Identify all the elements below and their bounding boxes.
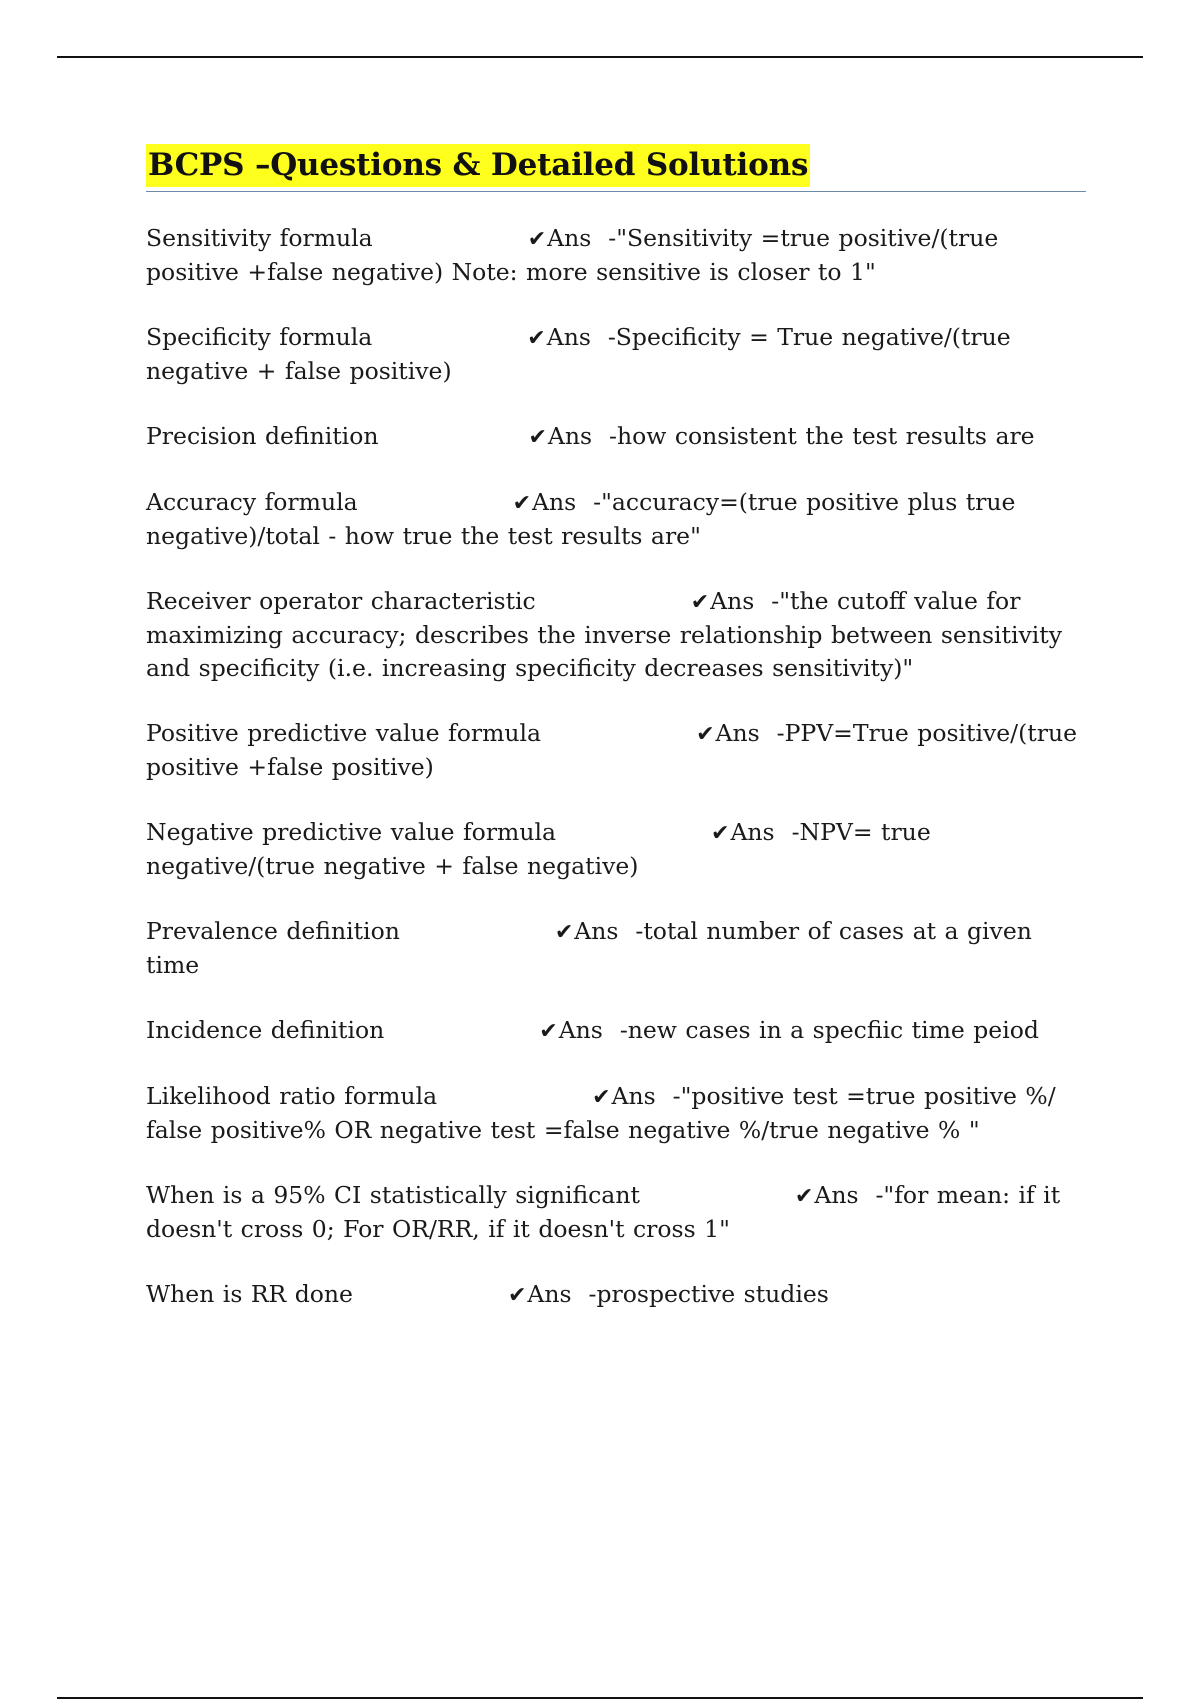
question-text: When is RR done (146, 1280, 353, 1308)
question-text: Precision definition (146, 422, 379, 450)
answer-text: -"positive test =true positive %/ false positive% OR negative test =false negative %/true negative % " (146, 1082, 1056, 1144)
answer-label: Ans (527, 1280, 572, 1308)
answer-label: Ans (574, 917, 619, 945)
footer-rule (57, 1697, 1143, 1699)
question-text: Receiver operator characteristic (146, 587, 536, 615)
answer-label: Ans (814, 1181, 859, 1209)
answer-label: Ans (710, 587, 755, 615)
answer-label: Ans (546, 323, 591, 351)
question-text: Sensitivity formula (146, 224, 373, 252)
qa-item (146, 915, 1086, 982)
check-mark-icon: ✔ (527, 227, 547, 252)
title-block (146, 144, 1086, 192)
qa-item (146, 321, 1086, 388)
qa-item (146, 1014, 1086, 1048)
qa-item (146, 1278, 1086, 1312)
answer-text: -NPV= true negative/(true negative + false negative) (146, 818, 931, 880)
check-mark-icon: ✔ (690, 590, 710, 615)
answer-label: Ans (547, 422, 593, 450)
header-rule (57, 56, 1143, 58)
qa-item (146, 222, 1086, 289)
answer-label: Ans (730, 818, 775, 846)
check-mark-icon: ✔ (507, 1283, 527, 1308)
check-mark-icon: ✔ (512, 491, 532, 516)
question-text: Positive predictive value formula (146, 719, 542, 747)
qa-item (146, 1179, 1086, 1246)
answer-text: -"for mean: if it doesn't cross 0; For OR/RR, if it doesn't cross 1" (146, 1181, 1061, 1243)
qa-item (146, 420, 1086, 454)
answer-text: -"the cutoff value for maximizing accuracy; describes the inverse relationship between sensitivity and specificity (i.e. increasing specificity decreases sensitivity)" (146, 587, 1063, 682)
question-text: Accuracy formula (146, 488, 358, 516)
answer-label: Ans (547, 224, 592, 252)
answer-text: -"accuracy=(true positive plus true negative)/total - how true the test results are" (146, 488, 1016, 550)
answer-text: -how consistent the test results are (609, 422, 1035, 450)
question-text: Likelihood ratio formula (146, 1082, 438, 1110)
answer-label: Ans (611, 1082, 656, 1110)
check-mark-icon: ✔ (527, 326, 546, 351)
question-text: Incidence definition (146, 1016, 385, 1044)
qa-item (146, 1080, 1086, 1147)
question-text: When is a 95% CI statistically significant (146, 1181, 640, 1209)
document-title: BCPS –Questions & Detailed Solutions (146, 144, 810, 187)
document-body (146, 144, 1086, 1344)
check-mark-icon: ✔ (528, 425, 547, 450)
check-mark-icon: ✔ (554, 920, 574, 945)
qa-item (146, 816, 1086, 883)
qa-item (146, 486, 1086, 553)
answer-text: -"Sensitivity =true positive/(true positive +false negative) Note: more sensitive is closer to 1" (146, 224, 999, 286)
answer-label: Ans (558, 1016, 603, 1044)
question-text: Negative predictive value formula (146, 818, 556, 846)
answer-text: -PPV=True positive/(true positive +false positive) (146, 719, 1077, 781)
answer-text: -total number of cases at a given time (146, 917, 1032, 979)
check-mark-icon: ✔ (794, 1184, 814, 1209)
answer-text: -new cases in a specfiic time peiod (619, 1016, 1039, 1044)
check-mark-icon: ✔ (539, 1019, 558, 1044)
answer-label: Ans (715, 719, 760, 747)
answer-text: -Specificity = True negative/(true negative + false positive) (146, 323, 1011, 385)
check-mark-icon: ✔ (592, 1085, 611, 1110)
answer-text: -prospective studies (588, 1280, 829, 1308)
answer-label: Ans (532, 488, 577, 516)
question-text: Specificity formula (146, 323, 373, 351)
check-mark-icon: ✔ (696, 722, 715, 747)
qa-item (146, 717, 1086, 784)
check-mark-icon: ✔ (711, 821, 730, 846)
question-text: Prevalence definition (146, 917, 400, 945)
qa-item (146, 585, 1086, 685)
